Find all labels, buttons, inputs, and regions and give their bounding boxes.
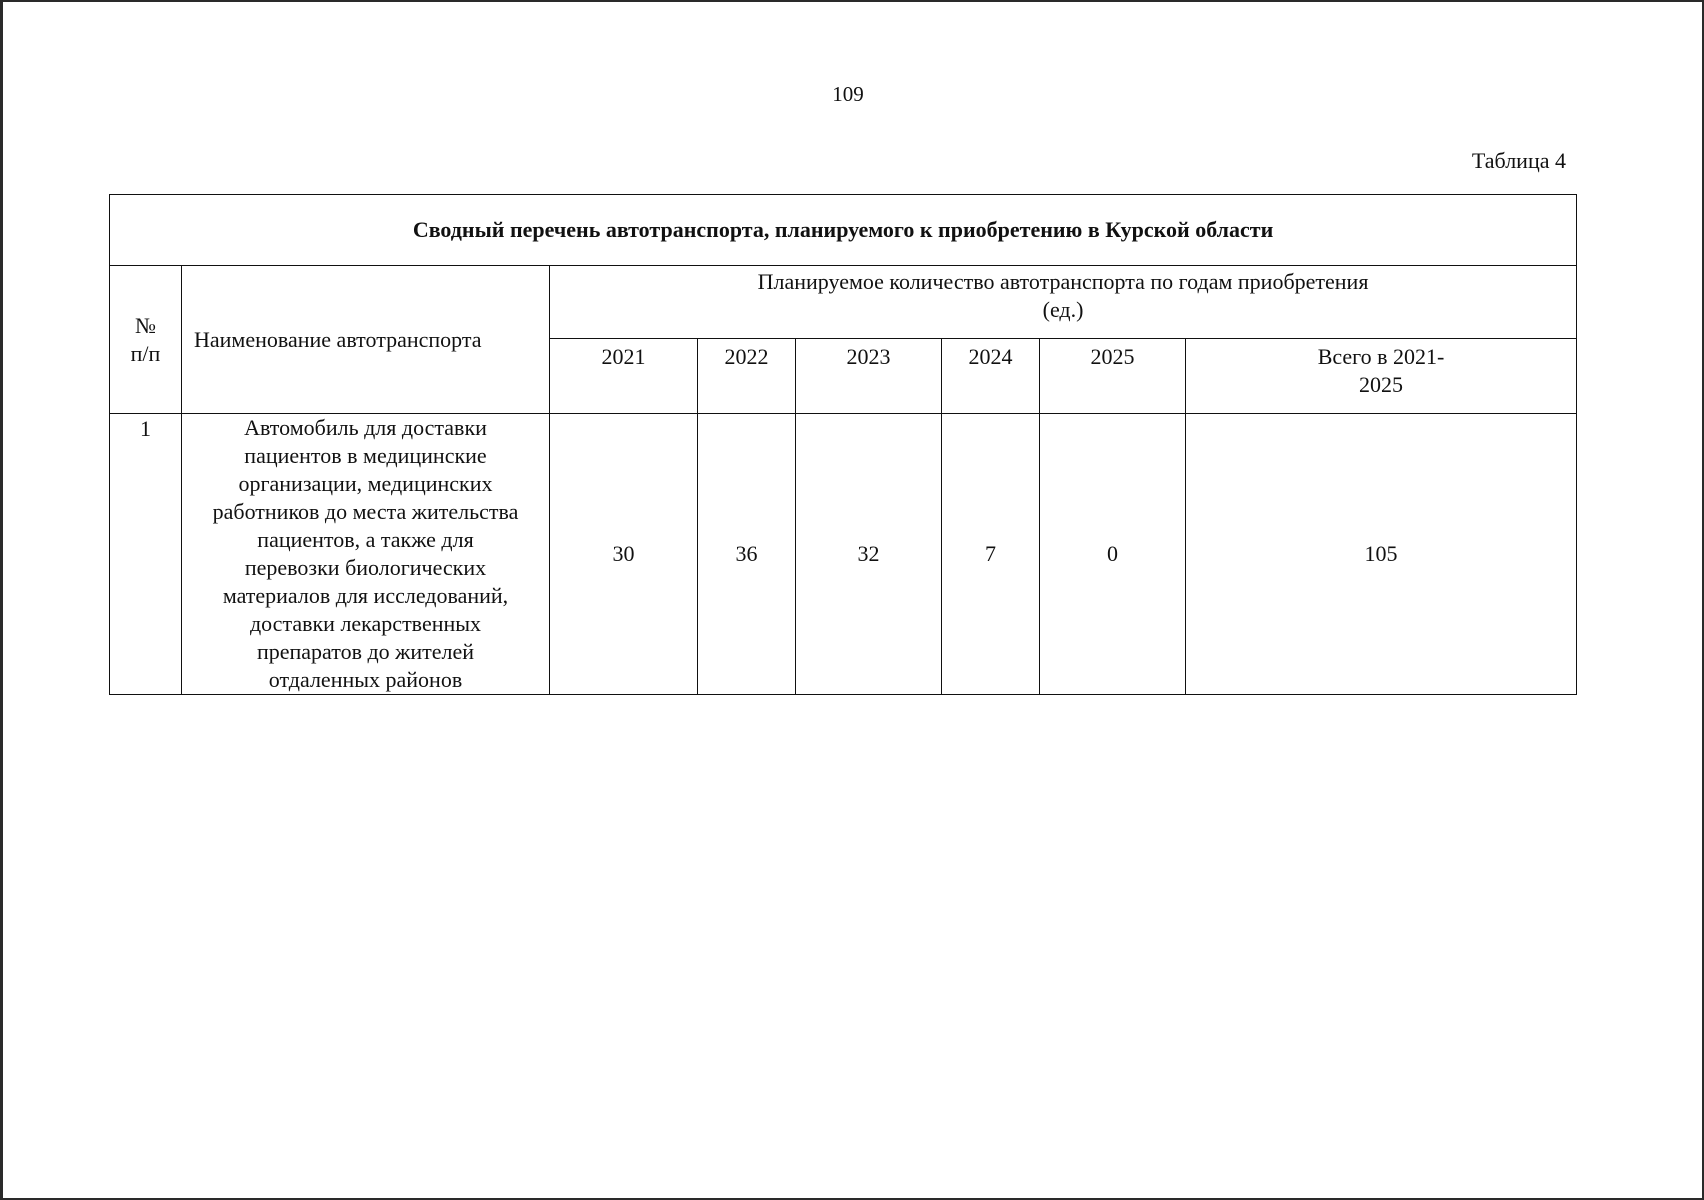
header-total-cell <box>1186 339 1577 414</box>
value-2023: 32 <box>796 414 942 695</box>
page-number: 109 <box>832 82 864 106</box>
header-planned-title: Планируемое количество автотранспорта по годам приобретения <box>757 269 1369 294</box>
header-year-2024: 2024 <box>942 339 1040 414</box>
value-2025: 0 <box>1040 414 1186 695</box>
header-number-abbr: п/п <box>130 340 161 366</box>
row-name-line: Автомобиль для доставки <box>244 415 487 440</box>
value-total: 105 <box>1186 414 1577 695</box>
value-2022: 36 <box>698 414 796 695</box>
scan-edge-left <box>0 0 3 1200</box>
header-number-symbol: № <box>135 312 156 338</box>
header-number-cell <box>110 266 182 414</box>
row-name-line: работников до места жительства <box>212 499 519 524</box>
table-row <box>110 414 1577 695</box>
row-number: 1 <box>110 414 182 695</box>
header-total-line1: Всего в 2021- <box>1317 344 1445 369</box>
summary-table <box>109 194 1577 695</box>
row-name-line: препаратов до жителей <box>256 639 475 664</box>
row-name-line: пациентов, а также для <box>257 527 474 552</box>
header-planned-unit: (ед.) <box>1042 297 1084 322</box>
header-name-cell: Наименование автотранспорта <box>182 266 550 414</box>
value-2024: 7 <box>942 414 1040 695</box>
row-name-line: материалов для исследований, <box>222 583 509 608</box>
row-name-line: отдаленных районов <box>268 667 463 692</box>
header-row-1 <box>110 266 1577 339</box>
header-year-2025: 2025 <box>1040 339 1186 414</box>
row-name-line: организации, медицинских <box>238 471 493 496</box>
table-title-row <box>110 195 1577 266</box>
value-2021: 30 <box>550 414 698 695</box>
row-name-line: доставки лекарственных <box>249 611 482 636</box>
table-caption: Таблица 4 <box>1471 148 1566 173</box>
row-name-line: перевозки биологических <box>244 555 487 580</box>
scan-edge-top <box>0 0 1704 2</box>
row-name-line: пациентов в медицинские <box>244 443 487 468</box>
table-title: Сводный перечень автотранспорта, планируемого к приобретению в Курской области <box>110 195 1577 266</box>
header-total-line2: 2025 <box>1359 372 1404 397</box>
summary-table-container <box>109 194 1576 695</box>
header-year-2021: 2021 <box>550 339 698 414</box>
header-year-2022: 2022 <box>698 339 796 414</box>
header-planned-cell <box>550 266 1577 339</box>
row-vehicle-name <box>182 414 550 695</box>
header-year-2023: 2023 <box>796 339 942 414</box>
